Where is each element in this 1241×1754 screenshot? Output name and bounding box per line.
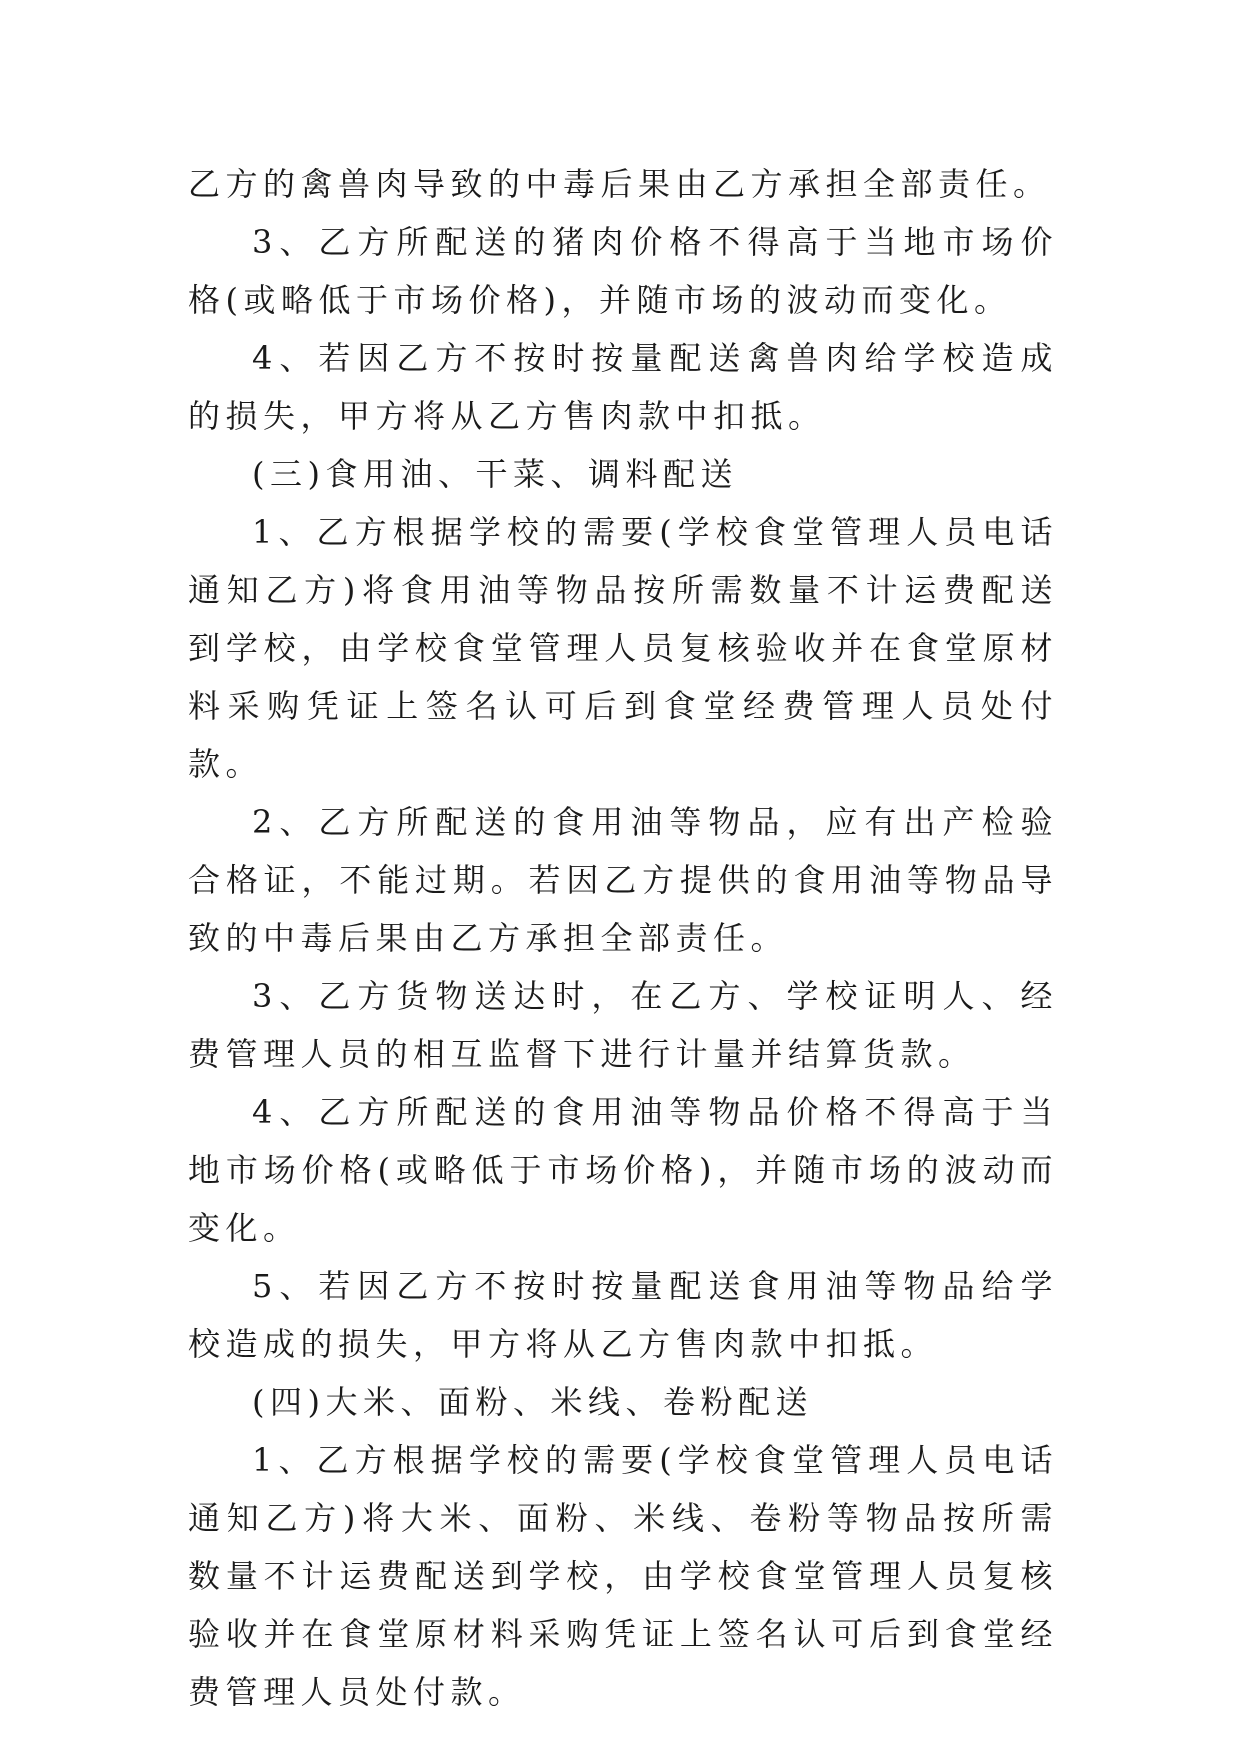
paragraph-oil-quality: 2、乙方所配送的食用油等物品，应有出产检验合格证，不能过期。若因乙方提供的食用油等物品导致的中毒后果由乙方承担全部责任。 <box>188 803 1058 957</box>
paragraph-meat-loss: 4、若因乙方不按时按量配送禽兽肉给学校造成的损失，甲方将从乙方售肉款中扣抵。 <box>188 339 1058 435</box>
document-body <box>188 155 1058 1721</box>
paragraph-oil-delivery: 1、乙方根据学校的需要(学校食堂管理人员电话通知乙方)将食用油等物品按所需数量不计运费配送到学校，由学校食堂管理人员复核验收并在食堂原材料采购凭证上签名认可后到食堂经费管理人员处付款。 <box>188 513 1058 783</box>
paragraph-continuation: 乙方的禽兽肉导致的中毒后果由乙方承担全部责任。 <box>188 165 1051 203</box>
paragraph-oil-price: 4、乙方所配送的食用油等物品价格不得高于当地市场价格(或略低于市场价格)，并随市场的波动而变化。 <box>188 1093 1058 1247</box>
paragraph-pork-price: 3、乙方所配送的猪肉价格不得高于当地市场价格(或略低于市场价格)，并随市场的波动而变化。 <box>188 223 1058 319</box>
section-heading-oil: (三)食用油、干菜、调料配送 <box>252 455 738 493</box>
paragraph-goods-settlement: 3、乙方货物送达时，在乙方、学校证明人、经费管理人员的相互监督下进行计量并结算货款。 <box>188 977 1058 1073</box>
paragraph-rice-delivery: 1、乙方根据学校的需要(学校食堂管理人员电话通知乙方)将大米、面粉、米线、卷粉等物品按所需数量不计运费配送到学校，由学校食堂管理人员复核验收并在食堂原材料采购凭证上签名认可后到食堂经费管理人员处付款。 <box>188 1441 1058 1711</box>
section-heading-rice: (四)大米、面粉、米线、卷粉配送 <box>252 1383 813 1421</box>
paragraph-oil-loss: 5、若因乙方不按时按量配送食用油等物品给学校造成的损失，甲方将从乙方售肉款中扣抵。 <box>188 1267 1058 1363</box>
